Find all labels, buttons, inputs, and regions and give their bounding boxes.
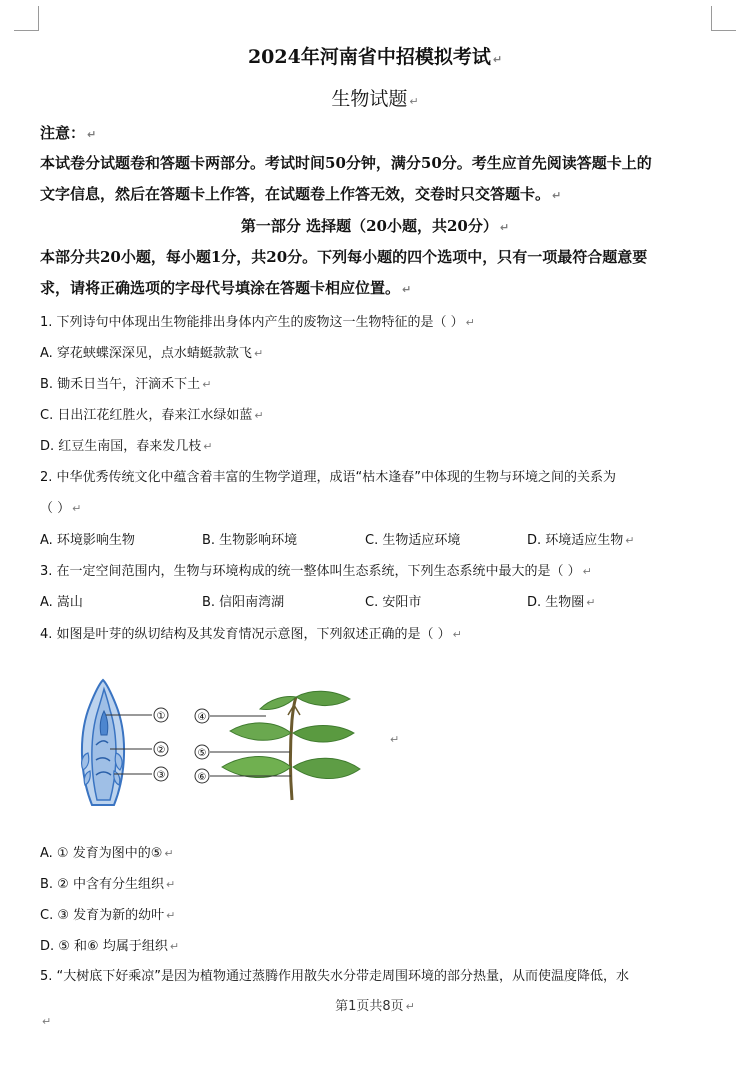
- page-footer: 第1页共8页 ↵: [335, 999, 415, 1014]
- part1-heading: 第一部分 选择题（20小题，共20分） ↵: [240, 217, 510, 235]
- label-2: [154, 742, 168, 756]
- question-2-option-c: C. 生物适应环境: [365, 533, 461, 548]
- question-2-stem: 2. 中华优秀传统文化中蕴含着丰富的生物学道理，成语“枯木逢春”中体现的生物与环境之间的关系为: [40, 470, 617, 485]
- notice-line-2: 文字信息，然后在答题卡上作答，在试题卷上作答无效，交卷时只交答题卡。 ↵: [40, 185, 562, 203]
- figure-paragraph-mark: ↵: [390, 733, 400, 746]
- notice-line-1: 本试卷分试题卷和答题卡两部分。考试时间50分钟，满分50分。考生应首先阅读答题卡上的: [40, 154, 652, 172]
- part1-intro-line-2: 求，请将正确选项的字母代号填涂在答题卡相应位置。 ↵: [40, 279, 412, 297]
- label-6: [195, 769, 209, 783]
- question-4-option-a: A. ① 发育为图中的⑤ ↵: [40, 846, 174, 861]
- question-4-option-d: D. ⑤ 和⑥ 均属于组织 ↵: [40, 939, 180, 954]
- question-4-option-c: C. ③ 发育为新的幼叶 ↵: [40, 908, 176, 923]
- crop-mark-top-left: [14, 6, 39, 31]
- trailing-paragraph-mark: ↵: [42, 1015, 52, 1028]
- question-4-stem: 4. 如图是叶芽的纵切结构及其发育情况示意图，下列叙述正确的是（ ） ↵: [40, 627, 462, 642]
- part1-intro-line-1: 本部分共20小题，每小题1分，共20分。下列每小题的四个选项中，只有一项最符合题意要: [40, 248, 648, 266]
- question-5-stem: 5. “大树底下好乘凉”是因为植物通过蒸腾作用散失水分带走周围环境的部分热量，从而使温度降低，水: [40, 969, 630, 984]
- question-1-option-b: B. 锄禾日当午，汗滴禾下土 ↵: [40, 377, 212, 392]
- question-1-stem: 1. 下列诗句中体现出生物能排出身体内产生的废物这一生物特征的是（ ） ↵: [40, 315, 475, 330]
- question-2-option-b: B. 生物影响环境: [202, 533, 298, 548]
- question-3-option-c: C. 安阳市: [365, 595, 422, 610]
- svg-text:④: ④: [197, 712, 207, 723]
- exam-title: 2024年河南省中招模拟考试 ↵: [247, 46, 503, 68]
- crop-mark-top-right: [711, 6, 736, 31]
- question-2-stem-cont: （ ） ↵: [40, 501, 82, 516]
- svg-text:③: ③: [156, 770, 166, 781]
- svg-text:②: ②: [156, 745, 166, 756]
- label-3: [154, 767, 168, 781]
- svg-text:⑤: ⑤: [197, 748, 207, 759]
- svg-text:⑥: ⑥: [197, 772, 207, 783]
- question-2-option-a: A. 环境影响生物: [40, 533, 135, 548]
- question-2-option-d: D. 环境适应生物 ↵: [527, 533, 635, 548]
- label-4: [195, 709, 209, 723]
- shoot-illustration: [222, 691, 360, 800]
- exam-subtitle: 生物试题 ↵: [331, 88, 419, 110]
- leaf-bud-section: [82, 680, 124, 805]
- svg-text:①: ①: [156, 711, 166, 722]
- question-1-option-a: A. 穿花蛱蝶深深见，点水蜻蜓款款飞 ↵: [40, 346, 264, 361]
- question-1-option-d: D. 红豆生南国，春来发几枝 ↵: [40, 439, 213, 454]
- label-5: [195, 745, 209, 759]
- question-3-option-b: B. 信阳南湾湖: [202, 595, 285, 610]
- notice-label: 注意： ↵: [40, 124, 97, 142]
- question-4-option-b: B. ② 中含有分生组织 ↵: [40, 877, 176, 892]
- question-1-option-c: C. 日出江花红胜火，春来江水绿如蓝 ↵: [40, 408, 264, 423]
- label-1: [154, 708, 168, 722]
- leaf-bud-figure: [70, 675, 400, 820]
- question-3-option-a: A. 嵩山: [40, 595, 83, 610]
- question-3-stem: 3. 在一定空间范围内，生物与环境构成的统一整体叫生态系统，下列生态系统中最大的是（ ） ↵: [40, 564, 592, 579]
- question-3-option-d: D. 生物圈 ↵: [527, 595, 596, 610]
